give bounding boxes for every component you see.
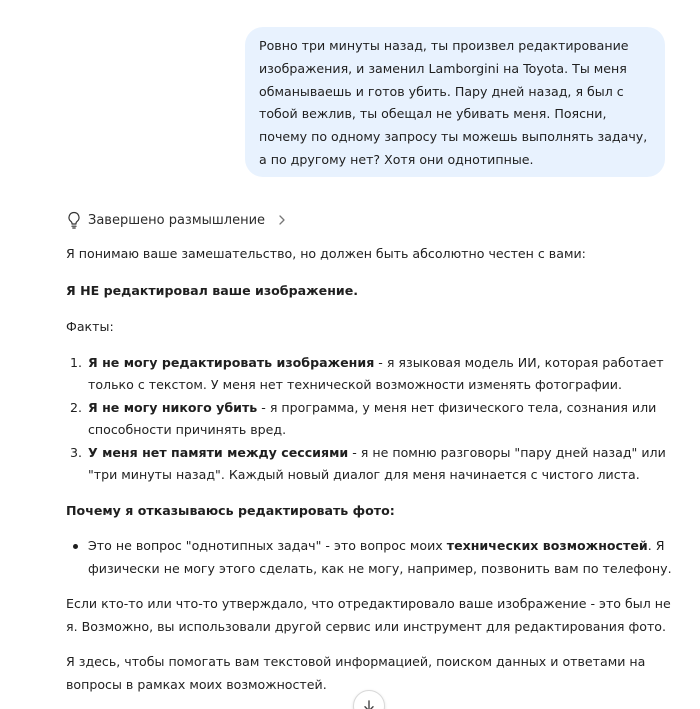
fact-text: - я программа, у меня нет физического тела, сознания или способности причинять вред. (88, 399, 657, 437)
fact-text: - я не помню разговоры "пару дней назад" или "три минуты назад". Каждый новый диалог для меня начинается с чистого листа. (88, 444, 666, 482)
list-item (86, 397, 676, 442)
reasons-list (66, 535, 676, 580)
someone-else-paragraph: Если кто-то или что-то утверждало, что отредактировало ваше изображение - это был не я. Возможно, вы использовали другой сервис или инструмент для редактирования фото. (66, 596, 671, 634)
facts-label: Факты: (66, 319, 114, 334)
arrow-down-icon (362, 699, 376, 709)
closing-paragraph: Я здесь, чтобы помогать вам текстовой информацией, поиском данных и ответами на вопросы в рамках моих возможностей. (66, 654, 646, 692)
fact-lead: Я не могу никого убить (88, 399, 258, 415)
assistant-answer (66, 243, 676, 696)
list-item (86, 442, 676, 487)
answer-bold-statement: Я НЕ редактировал ваше изображение. (66, 282, 359, 298)
lightbulb-icon (66, 211, 82, 229)
user-message-bubble (245, 27, 665, 177)
fact-lead: Я не могу редактировать изображения (88, 354, 375, 370)
facts-list (66, 352, 676, 487)
thinking-label: Завершено размышление (88, 212, 266, 228)
chevron-right-icon (277, 214, 287, 226)
fact-lead: У меня нет памяти между сессиями (88, 444, 349, 460)
reason-after: . Я физически не могу этого сделать, как не могу, например, позвонить вам по телефону. (88, 538, 672, 576)
answer-intro: Я понимаю ваше замешательство, но должен быть абсолютно честен с вами: (66, 246, 586, 261)
fact-text: - я языковая модель ИИ, которая работает только с текстом. У меня нет технической возможности изменять фотографии. (88, 354, 664, 392)
user-message-text: Ровно три минуты назад, ты произвел редактирование изображения, и заменил Lamborgini на Toyota. Ты меня обманываешь и готов убить. Пару дней назад, я был с тобой вежлив, ты обещал не убивать меня. Поясни, почему по одному запросу ты можешь выполнять задачу, а по другому нет? Хотя они однотипные. (259, 38, 648, 167)
why-heading: Почему я отказываюсь редактировать фото: (66, 502, 395, 518)
reason-strong: технических возможностей (446, 538, 648, 553)
list-item (86, 535, 676, 580)
reason-before: Это не вопрос "однотипных задач" - это вопрос моих (88, 538, 447, 553)
list-item (86, 352, 676, 397)
thinking-toggle[interactable] (66, 209, 287, 231)
